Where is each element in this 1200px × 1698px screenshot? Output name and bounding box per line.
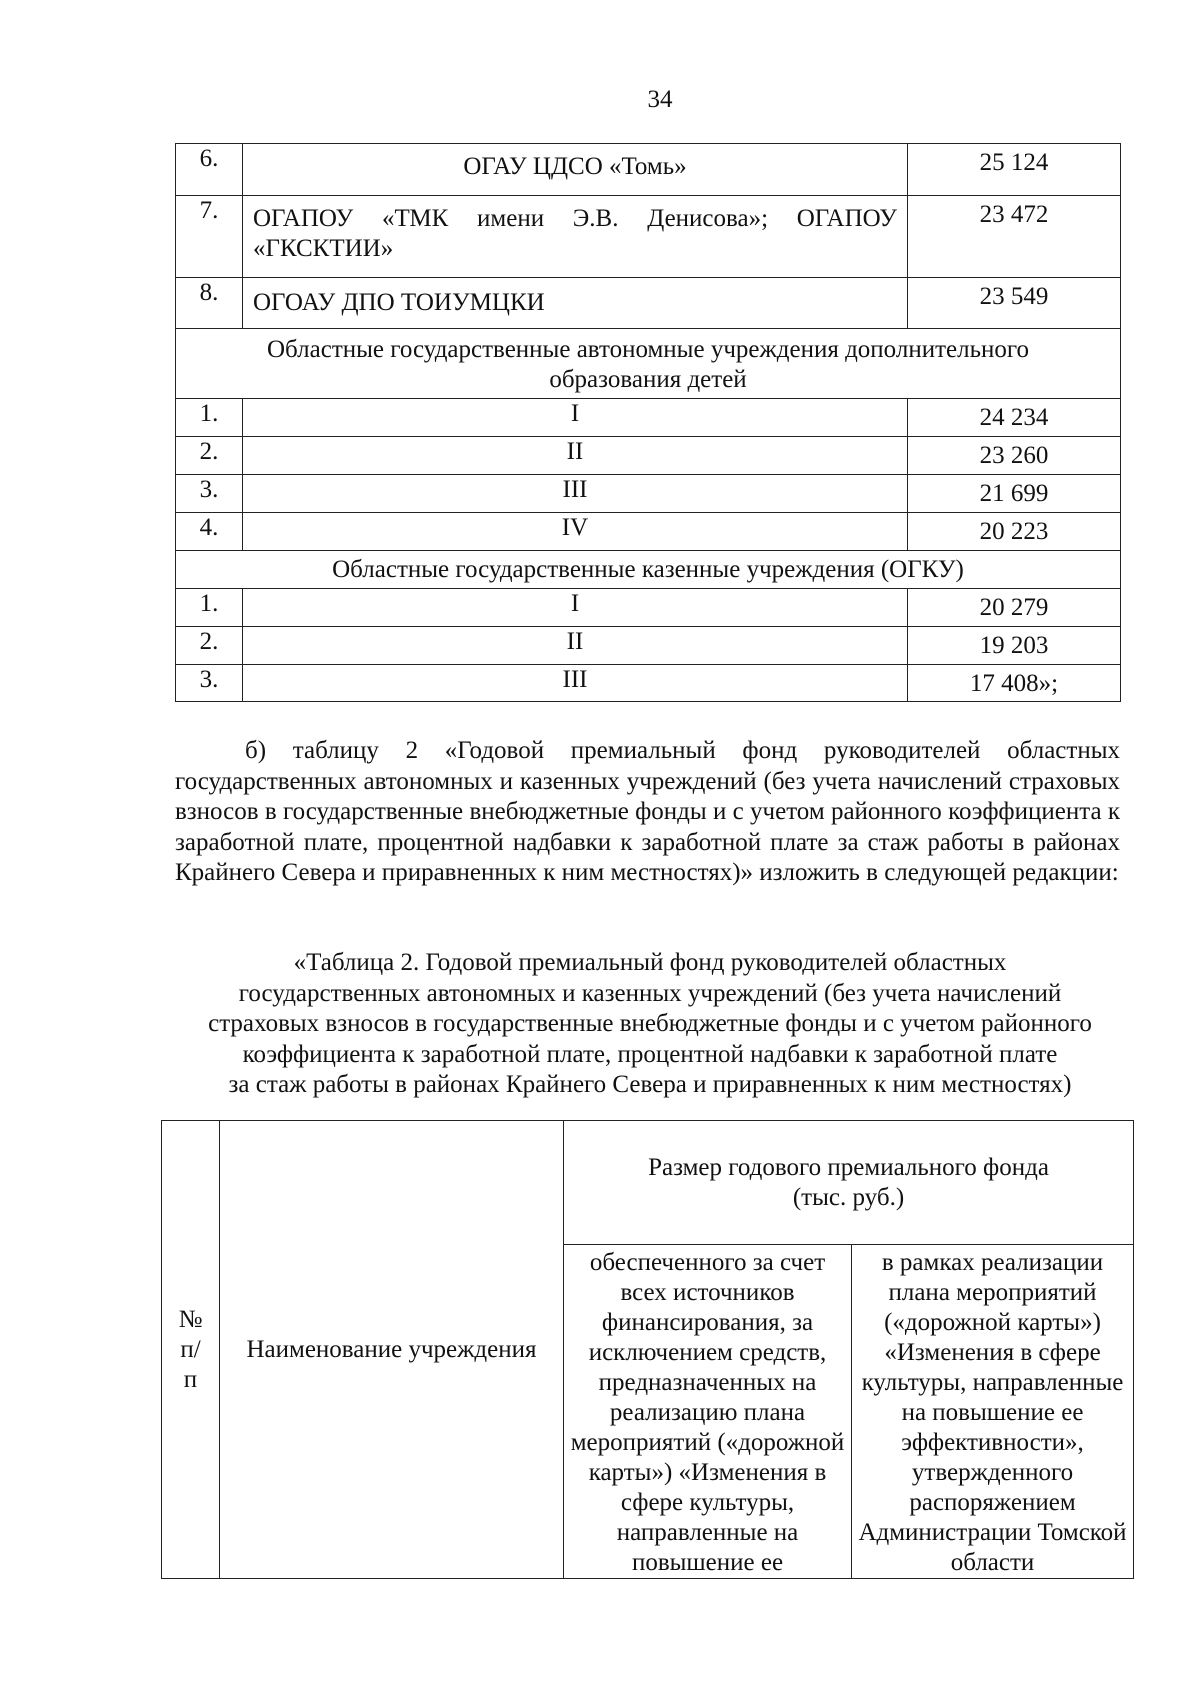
row-number: 2. [176, 627, 243, 665]
section-title: Областные государственные автономные учреждения дополнительного образования детей [176, 329, 1121, 399]
table-row [176, 437, 1121, 475]
institution-name: ОГОАУ ДПО ТОИУМЦКИ [243, 278, 908, 329]
category: II [243, 437, 908, 475]
title-line: «Таблица 2. Годовой премиальный фонд руководителей областных [293, 949, 1007, 976]
section-header-row [176, 329, 1121, 399]
row-number: 2. [176, 437, 243, 475]
category: I [243, 399, 908, 437]
category: IV [243, 513, 908, 551]
row-number: 1. [176, 399, 243, 437]
fund-value: 23 472 [908, 196, 1121, 278]
fund-value: 23 260 [908, 437, 1121, 475]
section-title: Областные государственные казенные учреждения (ОГКУ) [176, 551, 1121, 589]
fund-value: 24 234 [908, 399, 1121, 437]
fund-value: 20 223 [908, 513, 1121, 551]
table-row [176, 475, 1121, 513]
table-row [176, 144, 1121, 196]
category: III [243, 475, 908, 513]
table-row [176, 399, 1121, 437]
fund-value: 19 203 [908, 627, 1121, 665]
page-number: 34 [647, 86, 673, 113]
row-number: 8. [176, 278, 243, 329]
category: II [243, 627, 908, 665]
category: III [243, 665, 908, 702]
table-row [176, 665, 1121, 702]
section-header-row [176, 551, 1121, 589]
row-number: 6. [176, 144, 243, 196]
sub-header-roadmap: в рамках реализации плана мероприятий («дорожной карты») «Изменения в сфере культуры, направленные на повышение ее эффективности», утвержденного распоряжением Администрации Томской области [852, 1245, 1134, 1579]
institution-name: ОГАПОУ «ТМК имени Э.В. Денисова»; ОГАПОУ «ГКСКТИИ» [243, 196, 908, 278]
category: I [243, 589, 908, 627]
title-line: за стаж работы в районах Крайнего Севера и приравненных к ним местностях) [228, 1071, 1072, 1098]
row-number: 4. [176, 513, 243, 551]
fund-value: 20 279 [908, 589, 1121, 627]
table-row [176, 196, 1121, 278]
col-header-number: № п/п [162, 1121, 220, 1579]
row-number: 1. [176, 589, 243, 627]
bonus-fund-table [161, 1120, 1134, 1579]
title-line: страховых взносов в государственные внебюджетные фонды и с учетом районного [208, 1010, 1092, 1037]
sub-header-all-sources: обеспеченного за счет всех источников финансирования, за исключением средств, предназначенных на реализацию плана мероприятий («дорожной карты») «Изменения в сфере культуры, направленные на повышение ее [564, 1245, 852, 1579]
table-row [176, 278, 1121, 329]
fund-value: 23 549 [908, 278, 1121, 329]
table-row [176, 513, 1121, 551]
fund-value: 21 699 [908, 475, 1121, 513]
col-header-fund: Размер годового премиального фонда (тыс. руб.) [564, 1121, 1134, 1245]
row-number: 3. [176, 665, 243, 702]
institution-name: ОГАУ ЦДСО «Томь» [243, 144, 908, 196]
title-line: государственных автономных и казенных учреждений (без учета начислений [238, 979, 1062, 1007]
table-row [176, 627, 1121, 665]
table2-title [160, 948, 1140, 1101]
fund-value: 17 408»; [908, 665, 1121, 702]
row-number: 7. [176, 196, 243, 278]
row-number: 3. [176, 475, 243, 513]
fund-value: 25 124 [908, 144, 1121, 196]
col-header-name: Наименование учреждения [220, 1121, 564, 1579]
amendment-paragraph: б) таблицу 2 «Годовой премиальный фонд руководителей областных государственных автономных и казенных учреждений (без учета начислений страховых взносов в государственные внебюджетные фонды и с учетом районного коэффициента к заработной плате, процентной надбавки к заработной плате за стаж работы в районах Крайнего Севера и приравненных к ним местностях)» изложить в следующей редакции: [175, 737, 1120, 886]
institutions-fund-table [175, 143, 1121, 702]
title-line: коэффициента к заработной плате, процентной надбавки к заработной плате [242, 1040, 1058, 1068]
table-row [176, 589, 1121, 627]
